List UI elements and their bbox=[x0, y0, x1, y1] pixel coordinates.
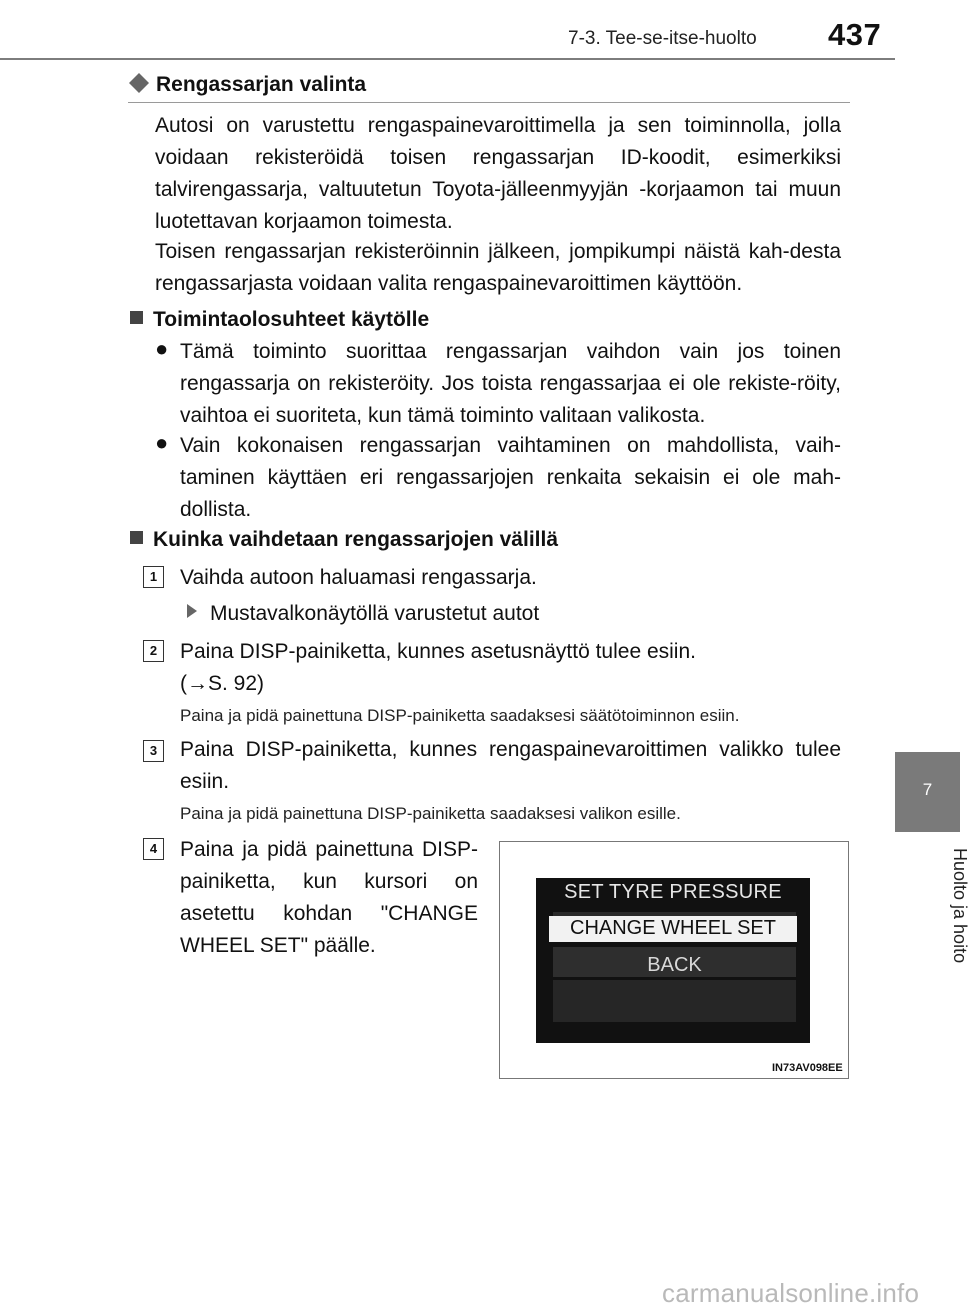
intro-paragraph: Autosi on varustettu rengaspainevaroittimella ja sen toiminnolla, jolla voidaan rekisteröidä toisen rengassarjan ID-koodit, esimerkiksi talvirengassarja, valtuutetun Toyota-jälleenmyyjän -korjaamon tai muun luotettavan korjaamon toimesta. bbox=[155, 114, 841, 233]
condition-item: Tämä toiminto suorittaa rengassarjan vaihdon vain jos toinen rengassarja on rekisteröity. Jos toista rengassarjaa ei ole rekiste-röity, vaihtoa ei suoriteta, kun tämä toiminto valitaan valikosta. bbox=[180, 340, 841, 427]
vehicle-variant-label: Mustavalkonäytöllä varustetut autot bbox=[210, 602, 540, 625]
menu-row-background bbox=[553, 980, 796, 1022]
section-title-row bbox=[128, 72, 366, 97]
conditions-heading bbox=[130, 308, 429, 332]
circle-bullet-icon: ● bbox=[155, 430, 169, 455]
step-number: 4 bbox=[143, 838, 164, 860]
triangle-right-icon bbox=[186, 603, 198, 624]
figure-code: IN73AV098EE bbox=[772, 1062, 843, 1074]
step-note: Paina ja pidä painettuna DISP-painiketta saadaksesi säätötoiminnon esiin. bbox=[180, 706, 740, 725]
chapter-title: Huolto ja hoito bbox=[950, 848, 970, 964]
screen-title: SET TYRE PRESSURE bbox=[564, 881, 782, 903]
page-reference: (→S. 92) bbox=[180, 672, 265, 695]
step-number: 2 bbox=[143, 640, 164, 662]
watermark-url: carmanualsonline.info bbox=[662, 1278, 920, 1308]
step-number: 3 bbox=[143, 740, 164, 762]
menu-item-change-wheel-set: CHANGE WHEEL SET bbox=[570, 917, 776, 939]
step-text: Paina ja pidä painettuna DISP-painiketta, kun kursori on asetettu kohdan "CHANGE WHEEL SET" päälle. bbox=[180, 838, 478, 957]
square-bullet-icon bbox=[130, 531, 143, 544]
section-title: Rengassarjan valinta bbox=[156, 73, 367, 96]
circle-bullet-icon: ● bbox=[155, 336, 169, 361]
conditions-title: Toimintaolosuhteet käytölle bbox=[153, 308, 430, 331]
step-text: Vaihda autoon haluamasi rengassarja. bbox=[180, 566, 537, 589]
section-header: 7-3. Tee-se-itse-huolto bbox=[568, 28, 757, 49]
intro-paragraph-2: Toisen rengassarjan rekisteröinnin jälkeen, jompikumpi näistä kah-desta rengassarjasta voidaan valita rengaspainevaroittimen käyttöön. bbox=[155, 240, 841, 295]
step-text-main: Paina DISP-painiketta, kunnes asetusnäyttö tulee esiin. bbox=[180, 640, 696, 663]
step-number: 1 bbox=[143, 566, 164, 588]
step-text bbox=[180, 636, 841, 700]
step-note: Paina ja pidä painettuna DISP-painiketta saadaksesi valikon esille. bbox=[180, 804, 681, 823]
condition-item: Vain kokonaisen rengassarjan vaihtaminen on mahdollista, vaih-taminen käyttäen eri rengassarjojen renkaita sekaisin ei ole mah-dollista. bbox=[180, 434, 841, 521]
square-bullet-icon bbox=[130, 311, 143, 324]
chapter-number: 7 bbox=[922, 780, 933, 799]
section-divider bbox=[128, 102, 850, 103]
procedure-heading bbox=[130, 528, 558, 552]
diamond-icon bbox=[128, 72, 150, 94]
page-number: 437 bbox=[828, 17, 882, 52]
menu-item-back: BACK bbox=[647, 954, 702, 976]
procedure-title: Kuinka vaihdetaan rengassarjojen välillä bbox=[153, 528, 558, 551]
step-text: Paina DISP-painiketta, kunnes rengaspainevaroittimen valikko tulee esiin. bbox=[180, 738, 841, 793]
header-divider bbox=[0, 58, 895, 60]
